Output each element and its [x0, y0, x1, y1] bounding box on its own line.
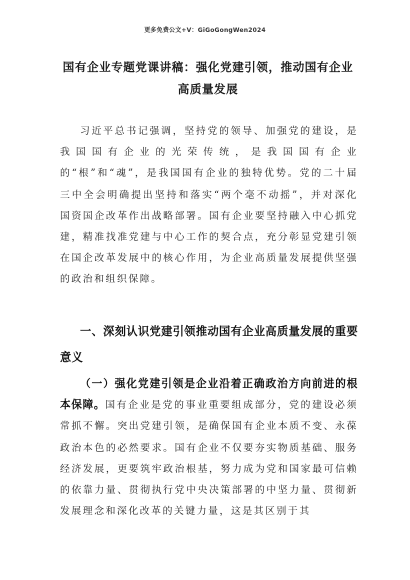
- subsection-1-paragraph: [60, 374, 358, 522]
- intro-paragraph: 习近平总书记强调，坚持党的领导、加强党的建设，是我国国有企业的光荣传统，是我国国有企业的“根”和“魂”，是我国国有企业的独特优势。党的二十届三中全会明确提出坚持和落实“两个毫不动摇”，并对深化国资国企改革作出战略部署。国有企业要坚持融入中心抓党建，精准找准党建与中心工作的契合点，充分彰显党建引领在国企改革发展中的核心作用，为企业高质量发展提供坚强的政治和组织保障。: [60, 126, 358, 286]
- header-promo-note: 更多免费公文+V：GiGoGongWen2024: [144, 27, 266, 34]
- subsection-1-lead: （一）强化党建引领是企业沿着正确政治方向前进的根本保障。: [60, 378, 358, 412]
- document-title: 国有企业专题党课讲稿：强化党建引领，推动国有企业高质量发展: [62, 60, 354, 96]
- subsection-1-body: 国有企业是党的事业重要组成部分，党的建设必须常抓不懈。突出党建引领，是确保国有企业本质不变、永葆政治本色的必然要求。国有企业不仅要夯实物质基础、服务经济发展，更要筑牢政治根基，努力成为党和国家最可信赖的依靠力量、贯彻执行党中央决策部署的中坚力量、贯彻新发展理念和深化改革的关键力量，这是其区别于其: [60, 400, 359, 518]
- section-1-heading: 一、深刻认识党建引领推动国有企业高质量发展的重要意义: [60, 324, 359, 364]
